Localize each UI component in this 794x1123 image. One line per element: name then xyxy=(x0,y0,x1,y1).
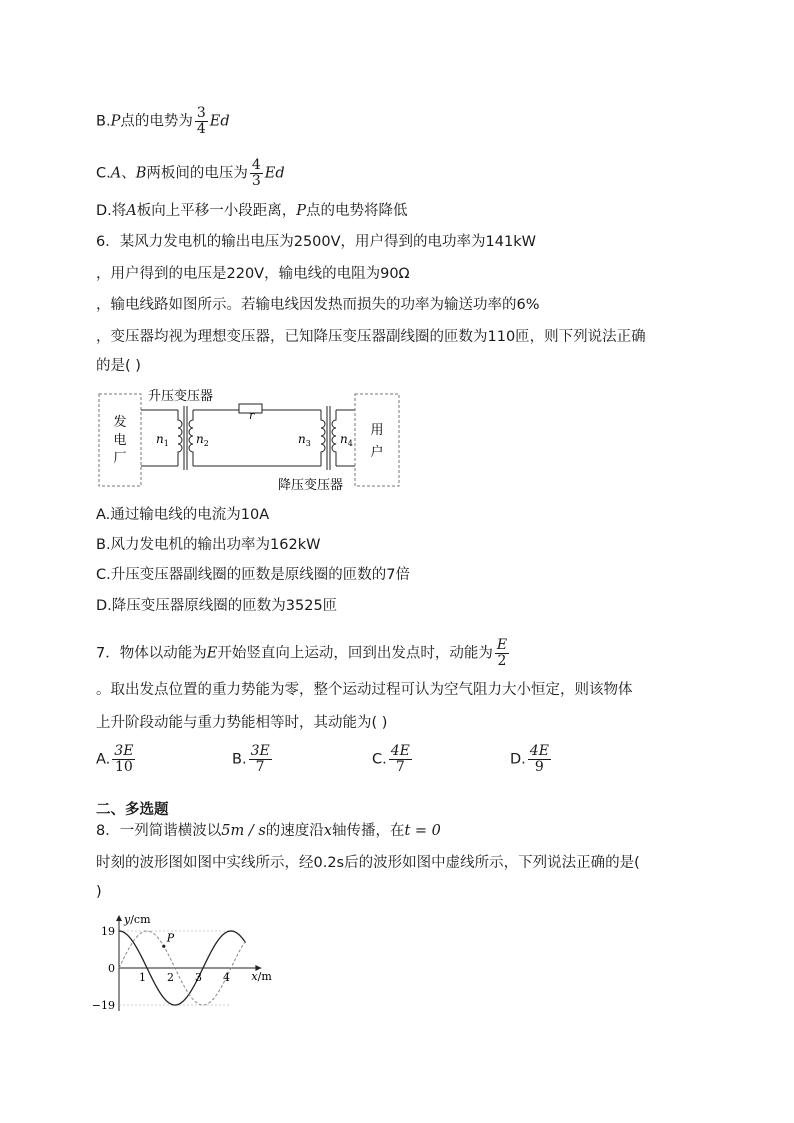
q6-line-2: ，用户得到的电压是220V，输电线的电阻为90Ω xyxy=(96,266,410,282)
n2-label: $n_2$ xyxy=(196,432,209,448)
q6-option-a: A.通过输电线的电流为10A xyxy=(96,507,270,523)
x-axis-label: x/m xyxy=(251,970,272,983)
fraction: $\frac{E}{2}$ xyxy=(496,637,508,669)
coil-n4 xyxy=(332,410,336,466)
coil-n3 xyxy=(321,410,325,466)
y-axis-arrow xyxy=(116,915,122,921)
q7-option-a: A. $\frac{3E}{10}$ xyxy=(96,743,134,775)
q8-line-1: 8．一列简谐横波以5m / s的速度沿x轴传播，在t = 0 xyxy=(96,823,441,839)
user-label-2: 户 xyxy=(370,445,384,460)
q5-option-c: C.A、B两板间的电压为 $\frac{4}{3}$ Ed xyxy=(96,157,285,189)
fraction: $\frac{4}{3}$ xyxy=(251,157,261,189)
q7-line-3: 上升阶段动能与重力势能相等时，其动能为( ) xyxy=(96,715,388,731)
n1-label: $n_1$ xyxy=(156,432,169,448)
q6-option-c: C.升压变压器副线圈的匝数是原线圈的匝数的7倍 xyxy=(96,567,410,583)
q6-line-1: 6．某风力发电机的输出电压为2500V，用户得到的电功率为141kW xyxy=(96,234,536,250)
user-box xyxy=(355,394,399,486)
n3-label: $n_3$ xyxy=(298,432,311,448)
fraction: $\frac{3}{4}$ xyxy=(196,105,206,137)
r-label: r xyxy=(249,409,255,422)
n4-label: $n_4$ xyxy=(340,432,353,448)
q7-option-d: D. $\frac{4E}{9}$ xyxy=(510,743,549,775)
user-label-1: 用 xyxy=(370,423,384,438)
q6-line-4: ，变压器均视为理想变压器，已知降压变压器副线圈的匝数为110匝，则下列说法正确 xyxy=(96,329,646,345)
q8-line-3: ) xyxy=(96,884,102,900)
plant-label-1: 发 xyxy=(113,415,127,430)
q7-option-c: C. $\frac{4E}{7}$ xyxy=(372,743,410,775)
q7-line-2: 。取出发点位置的重力势能为零，整个运动过程可认为空气阻力大小恒定，则该物体 xyxy=(96,682,633,698)
transmission-circuit-diagram xyxy=(96,386,402,492)
q6-line-5: 的是( ) xyxy=(96,358,141,374)
q6-option-b: B.风力发电机的输出功率为162kW xyxy=(96,537,321,553)
x-tick-label: 2 xyxy=(167,971,174,984)
coil-n1 xyxy=(178,410,182,466)
y-axis-label: y/cm xyxy=(124,913,151,926)
chart-axes xyxy=(116,915,261,1011)
step-down-label: 降压变压器 xyxy=(278,478,344,492)
q6-line-3: ，输电线路如图所示。若输电线因发热而损失的功率为输送功率的6% xyxy=(96,297,540,313)
y-tick-label: −19 xyxy=(92,999,115,1012)
q5-option-d: D.将A板向上平移一小段距离，P点的电势将降低 xyxy=(96,203,408,219)
section-title-multiple-choice: 二、多选题 xyxy=(96,802,169,818)
wave-chart xyxy=(92,906,302,1016)
point-p xyxy=(162,945,165,948)
x-tick-label: 4 xyxy=(223,971,230,984)
x-tick-label: 3 xyxy=(195,971,202,984)
coil-n2 xyxy=(189,410,193,466)
q8-line-2: 时刻的波形图如图中实线所示，经0.2s后的波形如图中虚线所示，下列说法正确的是( xyxy=(96,855,640,871)
point-p-label: P xyxy=(166,931,175,945)
q7-option-b: B. $\frac{3E}{7}$ xyxy=(232,743,270,775)
plant-label-2: 电 xyxy=(113,433,127,448)
q6-option-d: D.降压变压器原线圈的匝数为3525匝 xyxy=(96,598,338,614)
q7-line-1: 7．物体以动能为E开始竖直向上运动，回到出发点时，动能为 $\frac{E}{2}$ xyxy=(96,637,508,669)
x-tick-label: 1 xyxy=(139,971,146,984)
plant-label-3: 厂 xyxy=(113,451,127,466)
y-tick-label: 0 xyxy=(108,962,115,975)
y-tick-label: 19 xyxy=(101,925,115,938)
q5-option-b: B.P点的电势为 $\frac{3}{4}$ Ed xyxy=(96,105,230,137)
step-up-label: 升压变压器 xyxy=(148,389,214,404)
